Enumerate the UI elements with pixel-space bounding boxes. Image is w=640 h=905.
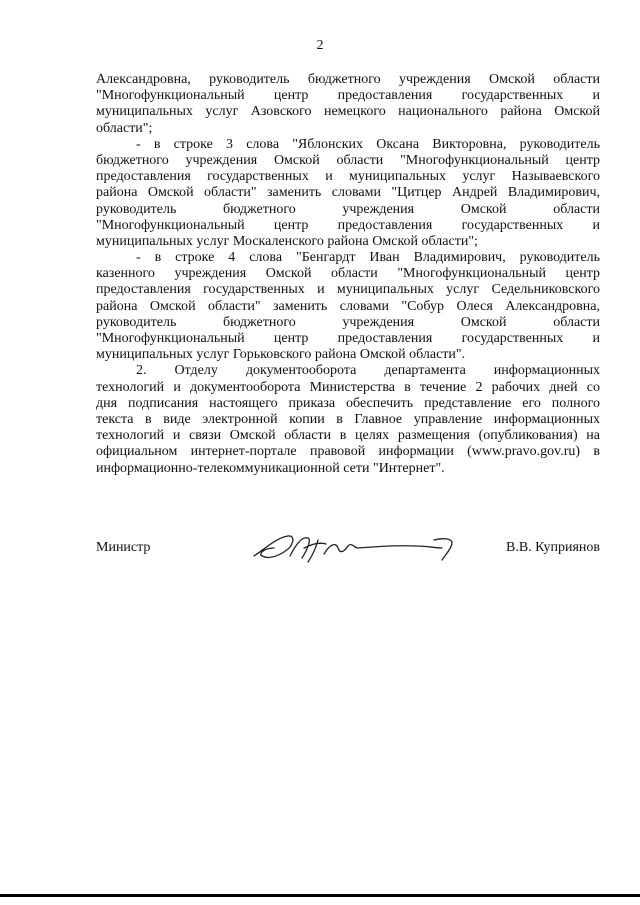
text-line: 2. Отделу документооборота департамента информационных (136, 363, 600, 379)
signer-title: Министр (96, 540, 151, 555)
text-line: - в строке 4 слова "Бенгардт Иван Владимирович, руководитель (136, 250, 600, 266)
text-line: области"; (96, 120, 153, 136)
handwritten-signature (246, 526, 496, 570)
body-text (96, 72, 600, 477)
text-line: "Многофункциональный центр предоставления государственных и (96, 88, 600, 104)
text-line: руководитель бюджетного учреждения Омской области (96, 201, 600, 217)
page-number: 2 (316, 38, 324, 53)
text-line: официальном интернет-портале правовой информации (www.pravo.gov.ru) в (96, 444, 600, 460)
text-line: технологий и связи Омской области в целях размещения (опубликования) на (96, 428, 600, 444)
text-line: муниципальных услуг Горьковского района Омской области". (96, 347, 466, 363)
text-line: муниципальных услуг Москаленского района Омской области"; (96, 233, 478, 249)
text-line: текста в виде электронной копии в Главное управление информационных (96, 411, 600, 427)
signer-name: В.В. Куприянов (506, 540, 600, 555)
text-line: Александровна, руководитель бюджетного учреждения Омской области (96, 72, 600, 87)
text-line: "Многофункциональный центр предоставления государственных и (96, 217, 600, 233)
text-line: - в строке 3 слова "Яблонских Оксана Викторовна, руководитель (136, 136, 600, 152)
text-line: района Омской области" заменить словами "Цитцер Андрей Владимирович, (96, 185, 600, 201)
text-line: казенного учреждения Омской области "Многофункциональный центр (96, 266, 600, 282)
text-line: предоставления государственных и муниципальных услуг Называевского (96, 169, 600, 185)
text-line: руководитель бюджетного учреждения Омской области (96, 314, 600, 330)
text-line: информационно-телекоммуникационной сети "Интернет". (96, 460, 445, 476)
text-line: дня подписания настоящего приказа обеспечить представление его полного (96, 395, 600, 411)
text-line: района Омской области" заменить словами "Собур Олеся Александровна, (96, 298, 600, 314)
text-line: бюджетного учреждения Омской области "Многофункциональный центр (96, 152, 600, 168)
text-line: предоставления государственных и муниципальных услуг Седельниковского (96, 282, 600, 298)
text-line: муниципальных услуг Азовского немецкого национального района Омской (96, 104, 600, 120)
scan-bottom-border (0, 894, 640, 897)
text-line: "Многофункциональный центр предоставления государственных и (96, 331, 600, 346)
text-line: технологий и документооборота Министерства в течение 2 рабочих дней со (96, 379, 600, 395)
signature-block (96, 526, 600, 570)
